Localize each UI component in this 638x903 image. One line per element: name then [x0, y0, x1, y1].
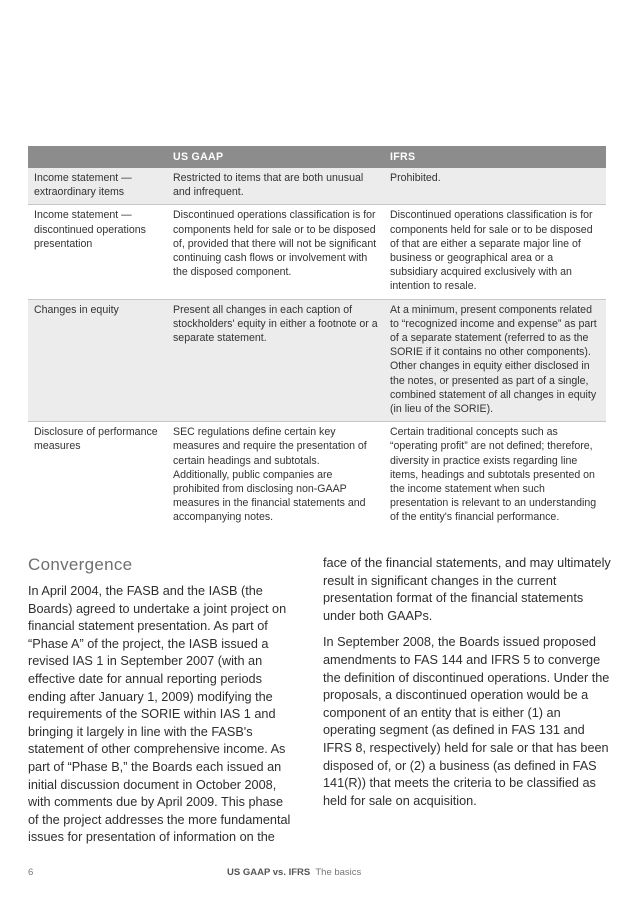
header-ifrs: IFRS: [384, 146, 606, 168]
topic-cell: Income statement — discontinued operations presentation: [28, 205, 167, 299]
header-us-gaap: US GAAP: [167, 146, 384, 168]
ifrs-cell: Discontinued operations classification is for components held for sale or to be disposed of that are either a separate major line of business or geographical area or a subsidiary acquired exclusively with an intention to resale.: [384, 205, 606, 299]
ifrs-cell: At a minimum, present components related to “recognized income and expense” as part of a separate statement (referred to as the SORIE if it contains no other components). Other changes in equity either disclosed in the notes, or presented as part of a single, combined statement of all changes in equity (in lieu of the SORIE).: [384, 299, 606, 422]
us-gaap-cell: Discontinued operations classification is for components held for sale or to be disposed of, provided that there will not be significant continuing cash flows or involvement with the disposed component.: [167, 205, 384, 299]
us-gaap-cell: Restricted to items that are both unusual and infrequent.: [167, 168, 384, 205]
us-gaap-cell: SEC regulations define certain key measures and require the presentation of certain headings and subtotals. Additionally, public companies are prohibited from disclosing non-GAAP measures in the financial statements and accompanying notes.: [173, 426, 367, 524]
table-header-row: [28, 146, 606, 168]
proposal-paragraph: In September 2008, the Boards issued proposed amendments to FAS 144 and IFRS 5 to converge the definition of discontinued operations. Under the proposals, a discontinued operation would be a component of an entity that is either (1) an operating segment (as defined in FAS 131 and IFRS 8, respectively) held for sale or that has been disposed of, or (2) a business (as defined in FAS 141(R)) that meets the criteria to be classified as held for sale on acquisition.: [323, 635, 610, 808]
topic-cell: Changes in equity: [28, 299, 167, 422]
topic-cell: Disclosure of performance measures: [34, 426, 158, 453]
table-row: [28, 422, 606, 530]
footer-doc-subtitle: The basics: [315, 867, 362, 878]
footer-title: [227, 867, 361, 878]
convergence-paragraph: In April 2004, the FASB and the IASB (the Boards) agreed to undertake a joint project on financial statement presentation. As part of “Phase A” of the project, the IASB issued a revised IAS 1 in September 2007 (with an effective date for annual reporting periods ending after January 1, 2009) modifying the requirements of the SORIE within IAS 1 and bringing it largely in line with the FASB's statement of other comprehensive income. As part of “Phase B,” the Boards each issued an initial discussion document in October 2008, with comments due by April 2009. This phase of the project addresses the more fundamental issues for presentation of information on the: [28, 584, 291, 845]
us-gaap-cell: Present all changes in each caption of stockholders' equity in either a footnote or a separate statement.: [167, 299, 384, 422]
continued-paragraph: face of the financial statements, and may ultimately result in significant changes in the current presentation format of the financial statements under both GAAPs.: [323, 556, 611, 623]
ifrs-cell: Prohibited.: [384, 168, 606, 205]
page-number: 6: [28, 867, 34, 878]
right-text-column: [323, 555, 613, 819]
comparison-table: [28, 146, 606, 530]
table-row: [28, 205, 606, 299]
table-row: [28, 168, 606, 205]
header-topic: [28, 146, 167, 168]
footer-doc-title: US GAAP vs. IFRS: [227, 867, 311, 878]
table-row: [28, 299, 606, 422]
ifrs-cell: Certain traditional concepts such as “operating profit” are not defined; therefore, diversity in practice exists regarding line items, headings and subtotals presented on the income statement when such presentation is relevant to an understanding of the entity's financial performance.: [390, 426, 597, 524]
topic-cell: Income statement — extraordinary items: [28, 168, 167, 205]
left-text-column: [28, 554, 296, 856]
section-heading: Convergence: [28, 555, 133, 574]
